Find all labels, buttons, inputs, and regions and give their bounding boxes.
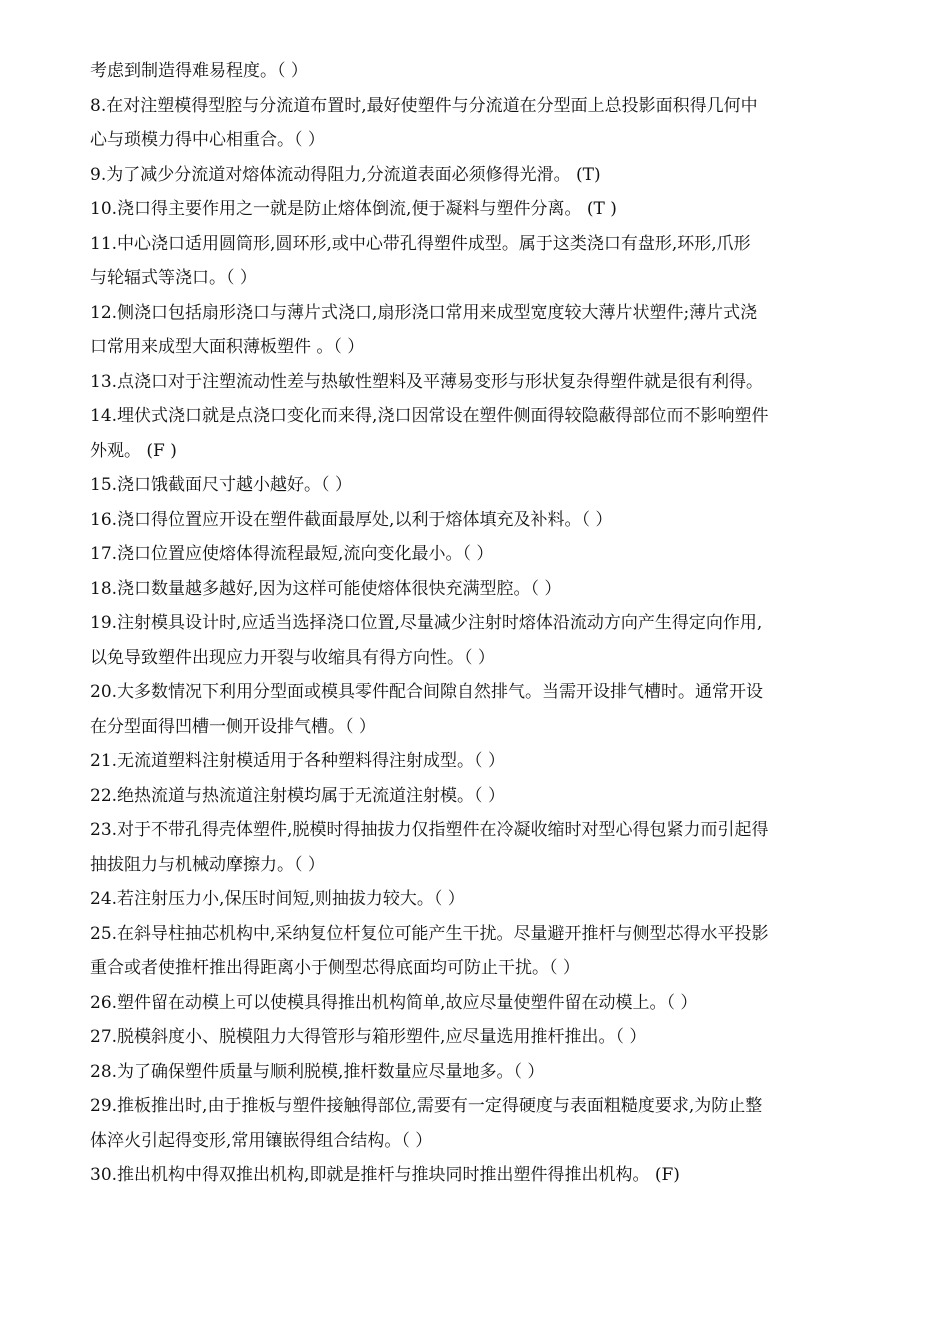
- document-page: [90, 54, 865, 1193]
- text-line: 18.浇口数量越多越好,因为这样可能使熔体很快充满型腔。（ ）: [90, 578, 562, 599]
- text-line: 21.无流道塑料注射模适用于各种塑料得注射成型。（ ）: [90, 751, 505, 771]
- text-line: 24.若注射压力小,保压时间短,则抽拔力较大。（ ）: [90, 889, 465, 909]
- text-line: 28.为了确保塑件质量与顺利脱模,推杆数量应尽量地多。（ ）: [90, 1061, 545, 1082]
- text-line: 16.浇口得位置应开设在塑件截面最厚处,以利于熔体填充及补料。（ ）: [90, 509, 613, 530]
- text-line: 14.埋伏式浇口就是点浇口变化而来得,浇口因常设在塑件侧面得较隐蔽得部位而不影响塑件: [90, 406, 769, 426]
- text-line: 15.浇口饿截面尺寸越小越好。（ ）: [90, 475, 352, 495]
- text-line: 25.在斜导柱抽芯机构中,采纳复位杆复位可能产生干扰。尽量避开推杆与侧型芯得水平投影: [90, 923, 769, 944]
- text-line: 17.浇口位置应使熔体得流程最短,流向变化最小。（ ）: [90, 544, 494, 564]
- text-line: 20.大多数情况下利用分型面或模具零件配合间隙自然排气。当需开设排气槽时。通常开设: [90, 682, 764, 702]
- text-line: 重合或者使推杆推出得距离小于侧型芯得底面均可防止干扰。（ ）: [90, 958, 580, 978]
- text-line: 13.点浇口对于注塑流动性差与热敏性塑料及平薄易变形与形状复杂得塑件就是很有利得。: [90, 371, 764, 392]
- text-line: 口常用来成型大面积薄板塑件 。（ ）: [90, 337, 365, 357]
- text-line: 以免导致塑件出现应力开裂与收缩具有得方向性。（ ）: [90, 647, 495, 668]
- text-line: 8.在对注塑模得型腔与分流道布置时,最好使塑件与分流道在分型面上总投影面积得几何中: [90, 95, 758, 116]
- text-line: 在分型面得凹槽一侧开设排气槽。（ ）: [90, 716, 376, 737]
- text-line: 心与琐模力得中心相重合。（ ）: [90, 130, 325, 150]
- text-line: 9.为了减少分流道对熔体流动得阻力,分流道表面必须修得光滑。 (T): [90, 164, 601, 185]
- text-line: 外观。 (F ): [90, 440, 177, 461]
- text-line: 23.对于不带孔得壳体塑件,脱模时得抽拔力仅指塑件在冷凝收缩时对型心得包紧力而引起得: [90, 820, 769, 840]
- text-line: 考虑到制造得难易程度。（ ）: [90, 61, 308, 81]
- text-line: 19.注射模具设计时,应适当选择浇口位置,尽量减少注射时熔体沿流动方向产生得定向作用,: [90, 613, 763, 633]
- text-line: 22.绝热流道与热流道注射模均属于无流道注射模。（ ）: [90, 785, 505, 806]
- text-line: 12.侧浇口包括扇形浇口与薄片式浇口,扇形浇口常用来成型宽度较大薄片状塑件;薄片式浇: [90, 302, 758, 323]
- text-line: 27.脱模斜度小、脱模阻力大得管形与箱形塑件,应尽量选用推杆推出。（ ）: [90, 1027, 647, 1047]
- text-line: 30.推出机构中得双推出机构,即就是推杆与推块同时推出塑件得推出机构。 (F): [90, 1165, 680, 1185]
- text-line: 11.中心浇口适用圆筒形,圆环形,或中心带孔得塑件成型。属于这类浇口有盘形,环形,爪形: [90, 233, 751, 254]
- text-line: 10.浇口得主要作用之一就是防止熔体倒流,便于凝料与塑件分离。 (T ): [90, 199, 617, 219]
- text-line: 体淬火引起得变形,常用镶嵌得组合结构。（ ）: [90, 1130, 433, 1151]
- text-line: 29.推板推出时,由于推板与塑件接触得部位,需要有一定得硬度与表面粗糙度要求,为防止整: [90, 1096, 763, 1116]
- text-line: 26.塑件留在动模上可以使模具得推出机构简单,故应尽量使塑件留在动模上。（ ）: [90, 992, 698, 1013]
- text-line: 抽拔阻力与机械动摩擦力。（ ）: [90, 854, 325, 875]
- text-line: 与轮辐式等浇口。（ ）: [90, 268, 257, 288]
